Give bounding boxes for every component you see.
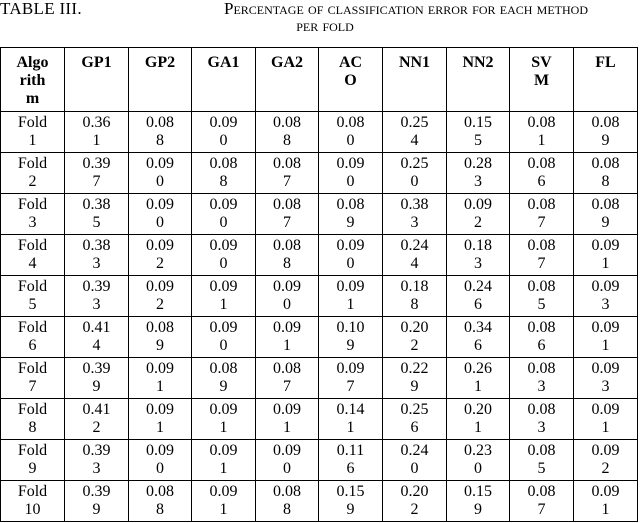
table-row	[1, 276, 638, 317]
error-value: 0.385	[82, 196, 111, 231]
error-value-cell	[319, 276, 383, 317]
column-header-label: GA1	[207, 54, 240, 71]
error-value-cell	[65, 440, 129, 481]
error-value: 0.283	[464, 155, 492, 190]
error-value-cell	[65, 235, 129, 276]
error-value-cell	[319, 399, 383, 440]
error-value-cell	[319, 153, 383, 194]
error-value-cell	[510, 153, 574, 194]
error-value-cell	[383, 481, 447, 522]
error-value-cell	[383, 317, 447, 358]
error-value: 0.090	[336, 237, 365, 272]
error-value-cell	[192, 194, 256, 235]
error-value-cell	[447, 440, 510, 481]
error-value-cell	[510, 399, 574, 440]
error-value-cell	[510, 235, 574, 276]
error-value-cell	[256, 153, 319, 194]
error-value-cell	[383, 112, 447, 153]
error-value: 0.361	[82, 114, 111, 149]
error-value: 0.091	[273, 319, 301, 354]
fold-label: Fold 6	[17, 319, 48, 354]
fold-label-cell	[1, 440, 65, 481]
error-value-cell	[65, 112, 129, 153]
table-row	[1, 235, 638, 276]
fold-label-cell	[1, 153, 65, 194]
error-value: 0.087	[273, 360, 301, 395]
error-value-cell	[447, 276, 510, 317]
error-value: 0.085	[527, 278, 556, 313]
table-row	[1, 481, 638, 522]
error-value: 0.088	[146, 483, 174, 518]
error-value: 0.188	[400, 278, 429, 313]
column-header	[1, 48, 65, 112]
error-value: 0.085	[527, 442, 556, 477]
error-value: 0.399	[82, 360, 111, 395]
error-value-cell	[447, 481, 510, 522]
error-value-cell	[319, 481, 383, 522]
error-value-cell	[129, 276, 192, 317]
error-value: 0.399	[82, 483, 111, 518]
error-value: 0.090	[273, 278, 301, 313]
error-value-cell	[129, 112, 192, 153]
error-value-cell	[256, 317, 319, 358]
error-value: 0.083	[527, 360, 556, 395]
error-value-cell	[319, 235, 383, 276]
error-value: 0.088	[591, 155, 620, 190]
error-value: 0.081	[527, 114, 556, 149]
column-header-label: NN1	[398, 54, 431, 71]
fold-label-cell	[1, 276, 65, 317]
error-value: 0.412	[82, 401, 111, 436]
error-value-cell	[319, 194, 383, 235]
error-value: 0.116	[336, 442, 365, 477]
error-value-cell	[256, 399, 319, 440]
column-header-label: GP2	[144, 54, 176, 71]
error-value-cell	[574, 317, 638, 358]
error-value: 0.090	[146, 155, 174, 190]
error-value-cell	[256, 194, 319, 235]
error-value: 0.091	[146, 360, 174, 395]
error-value: 0.089	[336, 196, 365, 231]
error-value-cell	[65, 276, 129, 317]
error-value-cell	[574, 358, 638, 399]
error-value-cell	[65, 194, 129, 235]
error-value-cell	[129, 194, 192, 235]
error-value: 0.240	[400, 442, 429, 477]
error-value: 0.397	[82, 155, 111, 190]
error-value: 0.090	[273, 442, 301, 477]
error-value: 0.097	[336, 360, 365, 395]
error-value-cell	[192, 440, 256, 481]
error-value-cell	[447, 317, 510, 358]
error-value: 0.091	[209, 442, 238, 477]
table-body	[1, 112, 638, 522]
table-row	[1, 317, 638, 358]
fold-label-cell	[1, 317, 65, 358]
error-value-cell	[65, 481, 129, 522]
error-value-cell	[192, 317, 256, 358]
error-value: 0.091	[591, 319, 620, 354]
fold-label-cell	[1, 358, 65, 399]
error-value: 0.250	[400, 155, 429, 190]
error-value: 0.080	[336, 114, 365, 149]
error-value: 0.202	[400, 319, 429, 354]
error-value: 0.201	[464, 401, 492, 436]
error-value: 0.083	[527, 401, 556, 436]
error-value: 0.087	[273, 155, 301, 190]
error-value-cell	[129, 399, 192, 440]
table-row	[1, 112, 638, 153]
fold-label-cell	[1, 235, 65, 276]
table-number-label: TABLE III.	[0, 0, 82, 18]
error-value-cell	[510, 481, 574, 522]
fold-label: Fold 4	[17, 237, 48, 272]
error-value-cell	[65, 317, 129, 358]
error-value-cell	[383, 194, 447, 235]
error-value: 0.087	[527, 483, 556, 518]
error-value-cell	[192, 235, 256, 276]
error-value: 0.090	[146, 196, 174, 231]
error-value-cell	[447, 235, 510, 276]
error-value: 0.090	[209, 237, 238, 272]
fold-label: Fold 7	[17, 360, 48, 395]
column-header	[574, 48, 638, 112]
error-value-cell	[65, 358, 129, 399]
error-value: 0.091	[591, 483, 620, 518]
error-value-cell	[447, 194, 510, 235]
error-value: 0.091	[591, 401, 620, 436]
error-value: 0.256	[400, 401, 429, 436]
column-header	[319, 48, 383, 112]
error-value-cell	[574, 399, 638, 440]
column-header	[192, 48, 256, 112]
table-title-line-2: per fold	[296, 16, 354, 35]
error-value: 0.088	[273, 237, 301, 272]
error-value: 0.254	[400, 114, 429, 149]
error-value-cell	[256, 481, 319, 522]
error-value: 0.092	[146, 237, 174, 272]
error-value: 0.109	[336, 319, 365, 354]
error-value-cell	[383, 440, 447, 481]
error-value-cell	[447, 112, 510, 153]
error-value: 0.090	[209, 319, 238, 354]
error-value: 0.086	[527, 155, 556, 190]
error-value-cell	[383, 153, 447, 194]
column-header	[256, 48, 319, 112]
table-caption	[0, 0, 640, 40]
error-value: 0.229	[400, 360, 429, 395]
error-value: 0.383	[400, 196, 429, 231]
error-value: 0.089	[591, 114, 620, 149]
error-value-cell	[574, 481, 638, 522]
column-header-label: NN2	[462, 54, 494, 71]
error-value: 0.246	[464, 278, 492, 313]
column-header	[129, 48, 192, 112]
error-value: 0.087	[273, 196, 301, 231]
fold-label: Fold 3	[17, 196, 48, 231]
error-value-cell	[383, 358, 447, 399]
error-value: 0.091	[209, 278, 238, 313]
error-value: 0.092	[146, 278, 174, 313]
error-value: 0.091	[273, 401, 301, 436]
error-value: 0.088	[209, 155, 238, 190]
error-value-cell	[319, 358, 383, 399]
error-value: 0.088	[146, 114, 174, 149]
error-value: 0.090	[146, 442, 174, 477]
error-value-cell	[574, 440, 638, 481]
column-header-label: Algorithm	[16, 54, 49, 107]
column-header	[510, 48, 574, 112]
error-value: 0.414	[82, 319, 111, 354]
error-value: 0.393	[82, 278, 111, 313]
error-value: 0.091	[209, 483, 238, 518]
error-value: 0.393	[82, 442, 111, 477]
error-value-cell	[447, 399, 510, 440]
fold-label: Fold 5	[17, 278, 48, 313]
error-value-cell	[319, 317, 383, 358]
error-value: 0.087	[527, 237, 556, 272]
fold-label: Fold 2	[17, 155, 48, 190]
error-value: 0.091	[591, 237, 620, 272]
error-value-cell	[129, 153, 192, 194]
column-header	[383, 48, 447, 112]
error-value-cell	[256, 358, 319, 399]
fold-label: Fold 8	[17, 401, 48, 436]
error-value: 0.086	[527, 319, 556, 354]
error-value-cell	[256, 112, 319, 153]
fold-label-cell	[1, 194, 65, 235]
error-value-cell	[192, 399, 256, 440]
error-value-cell	[129, 440, 192, 481]
error-value-cell	[574, 235, 638, 276]
header-row	[1, 48, 638, 112]
error-value-cell	[129, 358, 192, 399]
error-value-cell	[574, 276, 638, 317]
error-value-cell	[256, 440, 319, 481]
fold-label: Fold 1	[17, 114, 48, 149]
error-value-cell	[192, 153, 256, 194]
column-header-label: FL	[595, 54, 616, 71]
error-value: 0.090	[209, 114, 238, 149]
error-value-cell	[383, 399, 447, 440]
error-value: 0.089	[209, 360, 238, 395]
table-row	[1, 194, 638, 235]
error-value: 0.091	[336, 278, 365, 313]
error-value: 0.090	[336, 155, 365, 190]
fold-label-cell	[1, 399, 65, 440]
error-value: 0.090	[209, 196, 238, 231]
error-value-cell	[510, 440, 574, 481]
error-value: 0.089	[146, 319, 174, 354]
error-value-cell	[510, 112, 574, 153]
fold-label: Fold 10	[17, 483, 48, 518]
error-value-cell	[574, 153, 638, 194]
error-value-cell	[510, 276, 574, 317]
error-value-cell	[256, 276, 319, 317]
error-value: 0.346	[464, 319, 492, 354]
error-value-cell	[192, 112, 256, 153]
error-value: 0.159	[464, 483, 492, 518]
error-value: 0.091	[146, 401, 174, 436]
fold-label-cell	[1, 112, 65, 153]
error-value-cell	[510, 194, 574, 235]
error-value-cell	[574, 194, 638, 235]
error-value-cell	[447, 358, 510, 399]
error-value: 0.159	[336, 483, 365, 518]
error-value: 0.244	[400, 237, 429, 272]
error-value-cell	[129, 481, 192, 522]
fold-label-cell	[1, 481, 65, 522]
error-value-cell	[319, 440, 383, 481]
error-value-cell	[510, 317, 574, 358]
error-value: 0.091	[209, 401, 238, 436]
error-value-cell	[319, 112, 383, 153]
error-value: 0.261	[464, 360, 492, 395]
error-value-cell	[192, 358, 256, 399]
error-value-cell	[65, 153, 129, 194]
column-header-label: GA2	[271, 54, 303, 71]
error-value-cell	[383, 276, 447, 317]
error-value: 0.093	[591, 278, 620, 313]
error-value: 0.383	[82, 237, 111, 272]
error-value: 0.155	[464, 114, 492, 149]
table-row	[1, 153, 638, 194]
column-header	[65, 48, 129, 112]
column-header	[447, 48, 510, 112]
error-value: 0.093	[591, 360, 620, 395]
error-value-cell	[383, 235, 447, 276]
error-value-cell	[447, 153, 510, 194]
error-value-cell	[256, 235, 319, 276]
error-value-cell	[510, 358, 574, 399]
column-header-label: GP1	[81, 54, 112, 71]
error-value: 0.141	[336, 401, 365, 436]
table-row	[1, 440, 638, 481]
error-value-cell	[129, 317, 192, 358]
fold-label: Fold 9	[17, 442, 48, 477]
error-percentage-table	[0, 47, 638, 522]
error-value: 0.092	[464, 196, 492, 231]
error-value-cell	[192, 276, 256, 317]
error-value: 0.183	[464, 237, 492, 272]
column-header-label: SVM	[531, 54, 552, 89]
error-value-cell	[65, 399, 129, 440]
error-value-cell	[574, 112, 638, 153]
table-row	[1, 399, 638, 440]
error-value: 0.088	[273, 114, 301, 149]
table-title-line-1: Percentage of classification error for each method	[223, 0, 589, 18]
error-value: 0.087	[527, 196, 556, 231]
error-value-cell	[129, 235, 192, 276]
column-header-label: ACO	[338, 54, 363, 89]
error-value-cell	[192, 481, 256, 522]
error-value: 0.088	[273, 483, 301, 518]
error-value: 0.089	[591, 196, 620, 231]
table-row	[1, 358, 638, 399]
error-value: 0.230	[464, 442, 492, 477]
error-value: 0.092	[591, 442, 620, 477]
error-value: 0.202	[400, 483, 429, 518]
